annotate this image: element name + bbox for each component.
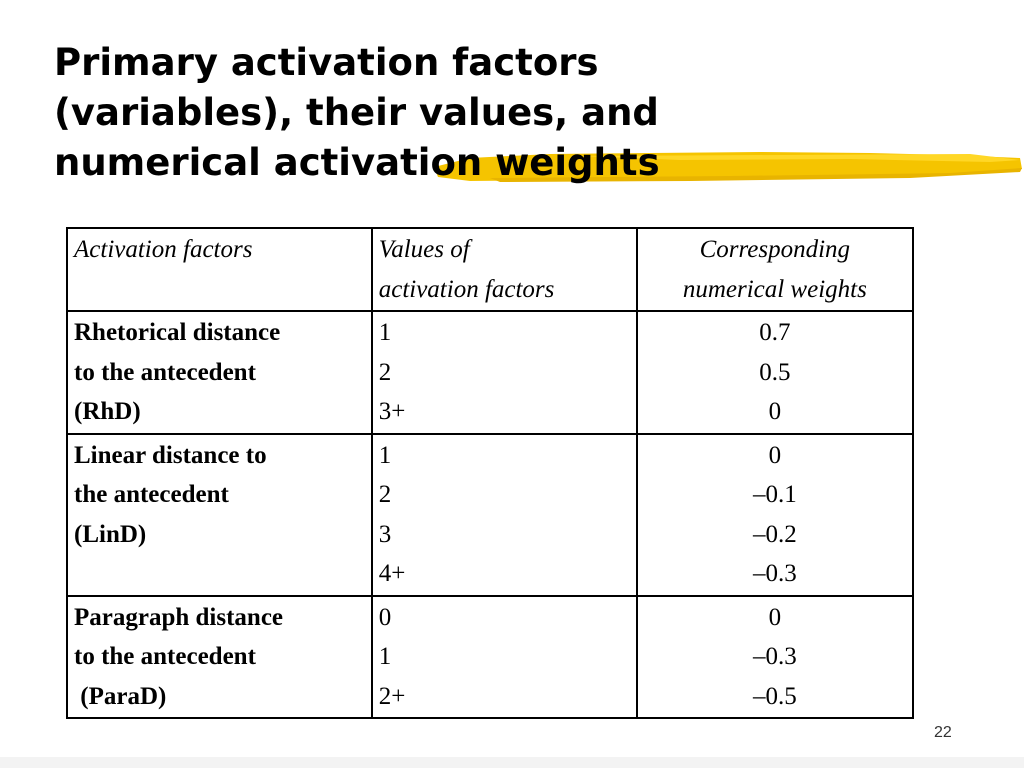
value-text: 4+ bbox=[378, 560, 406, 587]
factor-text: to the antecedent bbox=[74, 358, 256, 386]
header-values bbox=[372, 228, 637, 311]
header-text: numerical weights bbox=[682, 275, 867, 303]
value-text: 2+ bbox=[378, 682, 406, 710]
weights-cell bbox=[637, 434, 913, 596]
values-cell bbox=[372, 434, 637, 596]
weight-text: 0 bbox=[768, 603, 782, 631]
value-text: 1 bbox=[378, 441, 392, 469]
value-text: 3+ bbox=[378, 398, 406, 425]
weight-text: –0.3 bbox=[752, 643, 797, 670]
table-row-lind bbox=[67, 434, 913, 596]
table-row-rhd bbox=[67, 311, 913, 434]
weight-text: –0.5 bbox=[752, 682, 797, 710]
factor-text: Paragraph distance bbox=[74, 603, 284, 631]
header-text: Values of bbox=[378, 236, 470, 263]
weight-text: –0.2 bbox=[752, 520, 797, 548]
weight-text: –0.3 bbox=[752, 560, 797, 587]
weight-text: 0.5 bbox=[759, 358, 791, 386]
header-activation-factors bbox=[67, 228, 372, 311]
value-text: 1 bbox=[378, 643, 392, 670]
factor-text: Rhetorical distance bbox=[74, 319, 281, 346]
weights-cell bbox=[637, 311, 913, 434]
weight-text: 0 bbox=[768, 398, 782, 425]
factor-text: Linear distance to bbox=[74, 441, 267, 469]
value-text: 1 bbox=[378, 319, 392, 346]
title-line: numerical activation weights bbox=[54, 141, 660, 184]
page-number: 22 bbox=[934, 724, 952, 741]
title-line: (variables), their values, and bbox=[54, 91, 659, 134]
values-cell bbox=[372, 311, 637, 434]
table-row-parad bbox=[67, 596, 913, 719]
values-cell bbox=[372, 596, 637, 719]
title-line: Primary activation factors bbox=[54, 41, 599, 84]
factor-text: the antecedent bbox=[74, 481, 229, 508]
factor-text: to the antecedent bbox=[74, 643, 256, 670]
factor-text: (LinD) bbox=[74, 520, 147, 548]
weight-text: 0.7 bbox=[759, 319, 791, 346]
weight-text: –0.1 bbox=[752, 481, 797, 508]
factor-text: (ParaD) bbox=[74, 682, 167, 710]
header-text: Corresponding bbox=[699, 236, 851, 263]
value-text: 2 bbox=[378, 481, 392, 508]
header-text: Activation factors bbox=[74, 236, 253, 263]
weight-text: 0 bbox=[768, 441, 782, 469]
activation-factors-table bbox=[66, 227, 914, 719]
weights-cell bbox=[637, 596, 913, 719]
slide-bottom-band bbox=[0, 757, 1024, 768]
header-text: activation factors bbox=[378, 275, 555, 303]
table-header-row bbox=[67, 228, 913, 311]
factor-cell bbox=[67, 596, 372, 719]
factor-cell bbox=[67, 311, 372, 434]
value-text: 0 bbox=[378, 603, 392, 631]
slide-title bbox=[54, 38, 660, 188]
header-weights bbox=[637, 228, 913, 311]
factor-cell bbox=[67, 434, 372, 596]
factor-text: (RhD) bbox=[74, 398, 141, 425]
value-text: 3 bbox=[378, 520, 392, 548]
value-text: 2 bbox=[378, 358, 392, 386]
